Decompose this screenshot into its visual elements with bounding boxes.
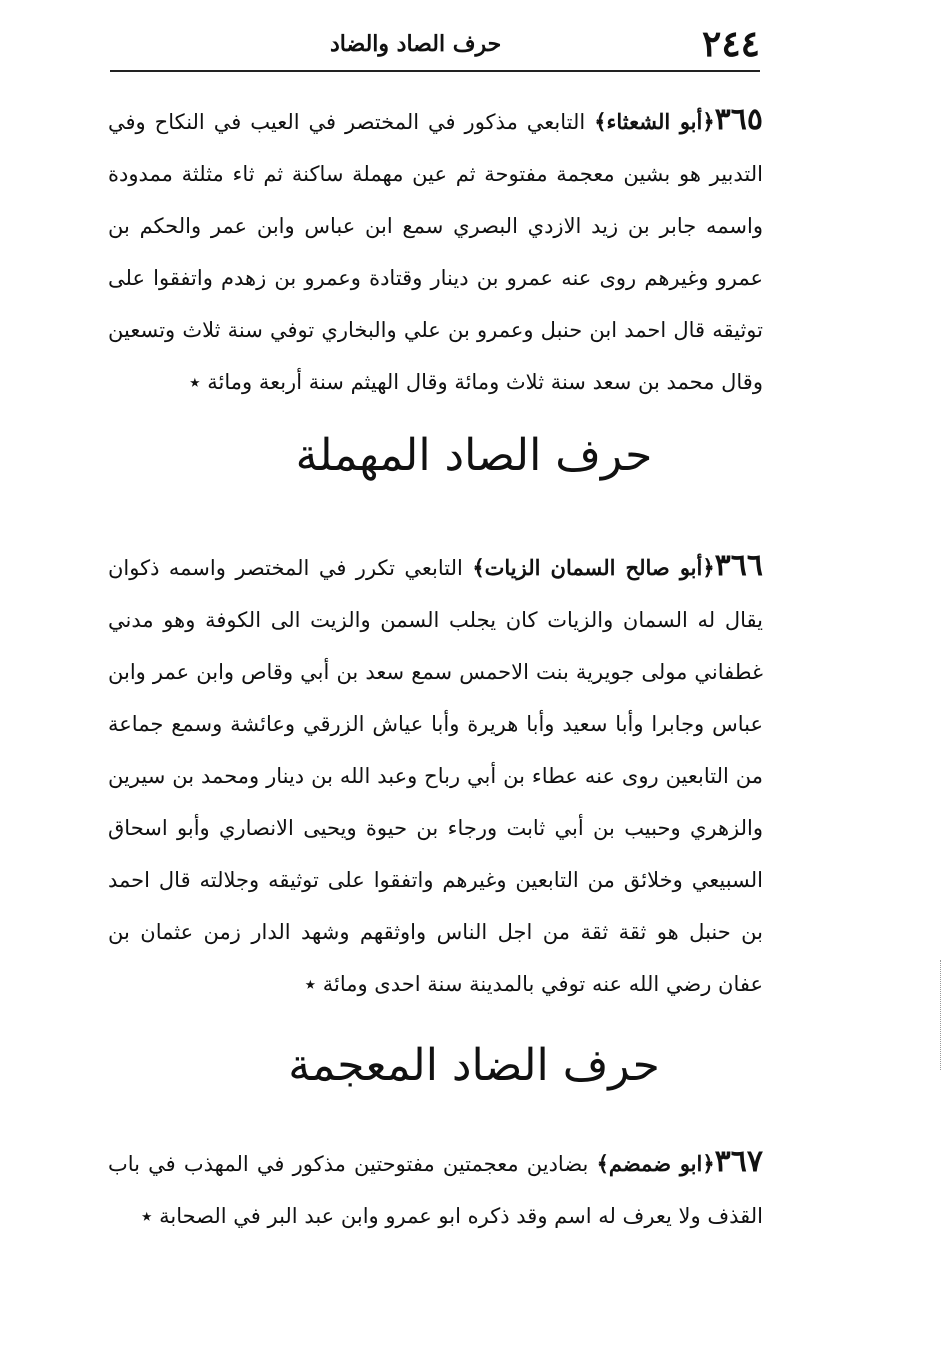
entry-text: التابعي مذكور في المختصر في العيب في النكاح وفي التدبير هو بشين معجمة مفتوحة ثم عين مهملة ساكنة ثم ثاء مثلثة ممدودة واسمه جابر بن زيد الازدي البصري سمع ابن عباس وابن عمر والحكم بن عمرو وغيرهم روى عنه عمرو بن دينار وقتادة وعمرو بن زهدم واتفقوا على توثيقه قال احمد ابن حنبل وعمرو بن علي والبخاري توفي سنة ثلاث وتسعين وقال محمد بن سعد سنة ثلاث ومائة وقال الهيثم سنة أربعة ومائة ٭: [108, 110, 763, 394]
entry-text: بضادين معجمتين مفتوحتين مذكور في المهذب في باب القذف ولا يعرف له اسم وقد ذكره ابو عمرو وابن عبد البر في الصحابة ٭: [108, 1152, 763, 1228]
running-title: حرف الصاد والضاد: [330, 31, 502, 57]
scan-edge-mark: [940, 960, 941, 1070]
entry-365: [108, 94, 763, 408]
entry-heading: ﴿ابو ضمضم﴾: [596, 1151, 715, 1176]
page-header: [110, 22, 760, 66]
section-title-sad: حرف الصاد المهملة: [295, 430, 653, 481]
header-rule: [110, 70, 760, 72]
section-title-dad: حرف الضاد المعجمة: [288, 1040, 660, 1091]
entry-367: [108, 1136, 763, 1242]
entry-number: ٣٦٦: [714, 548, 763, 583]
page-number: ٢٤٤: [701, 23, 760, 65]
entry-number: ٣٦٧: [714, 1144, 763, 1179]
entry-number: ٣٦٥: [714, 102, 763, 137]
entry-heading: ﴿أبو الشعثاء﴾: [594, 109, 715, 134]
entry-heading: ﴿أبو صالح السمان الزيات﴾: [472, 555, 715, 580]
entry-366: [108, 540, 763, 1010]
entry-text: التابعي تكرر في المختصر واسمه ذكوان يقال له السمان والزيات كان يجلب السمن والزيت الى الكوفة وهو مدني غطفاني مولى جويرية بنت الاحمس سمع سعد بن أبي وقاص وابن عمر وابن عباس وجابرا وأبا سعيد وأبا هريرة وأبا عياش الزرقي وعائشة وسمع جماعة من التابعين روى عنه عطاء بن أبي رباح وعبد الله بن دينار ومحمد بن سيرين والزهري وحبيب بن أبي ثابت ورجاء بن حيوة ويحيى الانصاري وأبو اسحاق السبيعي وخلائق من التابعين وغيرهم واتفقوا على توثيقه وجلالته قال احمد بن حنبل هو ثقة ثقة من اجل الناس واوثقهم وشهد الدار زمن عثمان بن عفان رضي الله عنه توفي بالمدينة سنة احدى ومائة ٭: [108, 556, 764, 996]
